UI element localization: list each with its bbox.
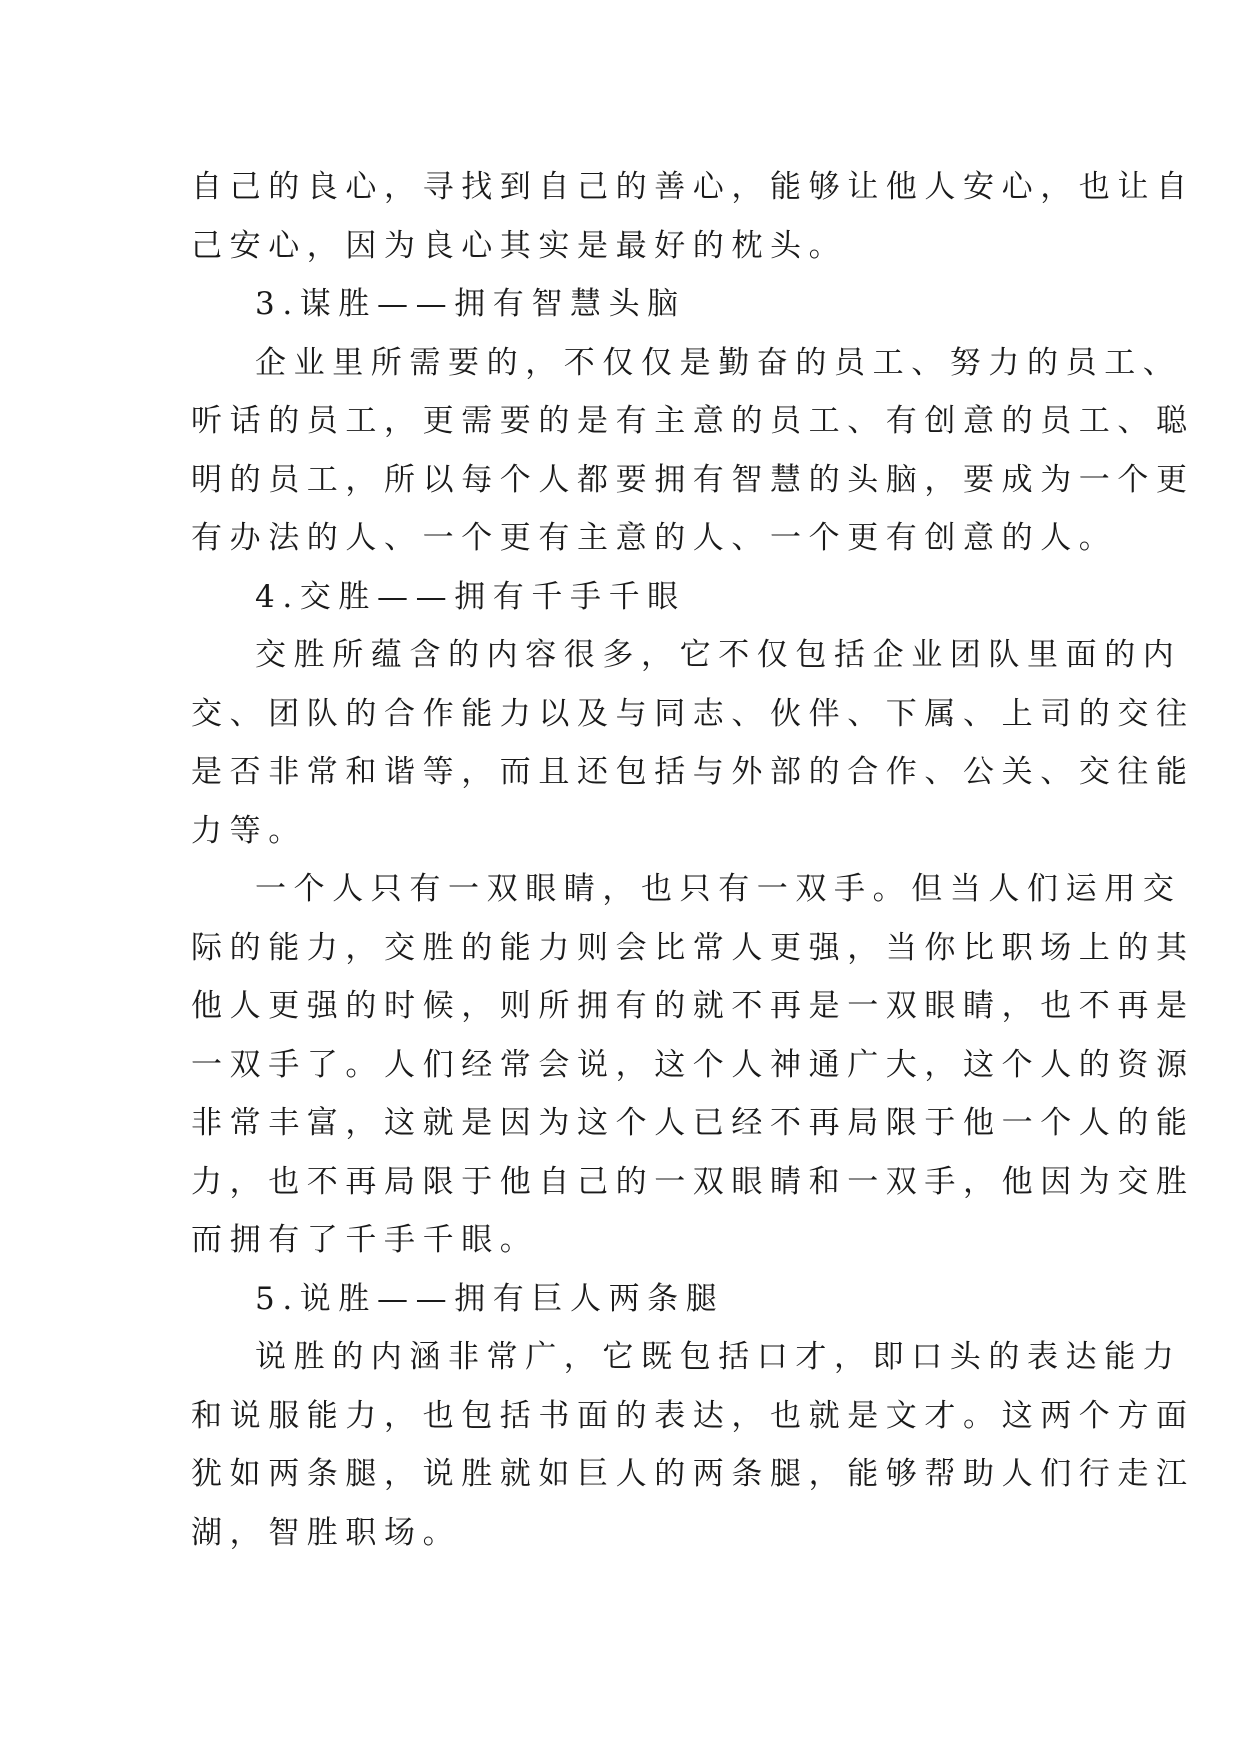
text-line: 交胜所蕴含的内容很多，它不仅包括企业团队里面的内 [255, 637, 1182, 673]
text-line: 际的能力，交胜的能力则会比常人更强，当你比职场上的其 [191, 929, 1195, 966]
text-line: 犹如两条腿，说胜就如巨人的两条腿，能够帮助人们行走江 [191, 1456, 1195, 1492]
text-line: 听话的员工，更需要的是有主意的员工、有创意的员工、聪 [191, 403, 1195, 439]
text-line: 一个人只有一双眼睛，也只有一双手。但当人们运用交 [255, 871, 1182, 907]
section-heading: 5.说胜——拥有巨人两条腿 [255, 1280, 725, 1317]
text-line: 力，也不再局限于他自己的一双眼睛和一双手，他因为交胜 [191, 1163, 1195, 1200]
text-line: 企业里所需要的，不仅仅是勤奋的员工、努力的员工、 [255, 344, 1182, 381]
text-line: 明的员工，所以每个人都要拥有智慧的头脑，要成为一个更 [191, 461, 1195, 498]
text-line: 自己的良心，寻找到自己的善心，能够让他人安心，也让自 [191, 169, 1195, 205]
document-page [191, 158, 1195, 1562]
section-heading: 4.交胜——拥有千手千眼 [255, 578, 686, 615]
text-line: 力等。 [191, 812, 307, 849]
text-line: 而拥有了千手千眼。 [191, 1222, 539, 1258]
text-line: 己安心，因为良心其实是最好的枕头。 [191, 227, 848, 264]
text-line: 一双手了。人们经常会说，这个人神通广大，这个人的资源 [191, 1046, 1195, 1083]
text-line: 有办法的人、一个更有主意的人、一个更有创意的人。 [191, 520, 1118, 556]
text-line: 他人更强的时候，则所拥有的就不再是一双眼睛，也不再是 [191, 988, 1195, 1024]
text-line: 和说服能力，也包括书面的表达，也就是文才。这两个方面 [191, 1397, 1195, 1434]
text-line: 非常丰富，这就是因为这个人已经不再局限于他一个人的能 [191, 1105, 1195, 1141]
text-line: 湖，智胜职场。 [191, 1514, 462, 1551]
text-line: 交、团队的合作能力以及与同志、伙伴、下属、上司的交往 [191, 695, 1195, 732]
section-heading: 3.谋胜——拥有智慧头脑 [255, 286, 686, 322]
text-line: 是否非常和谐等，而且还包括与外部的合作、公关、交往能 [191, 754, 1195, 790]
text-line: 说胜的内涵非常广，它既包括口才，即口头的表达能力 [255, 1339, 1182, 1375]
